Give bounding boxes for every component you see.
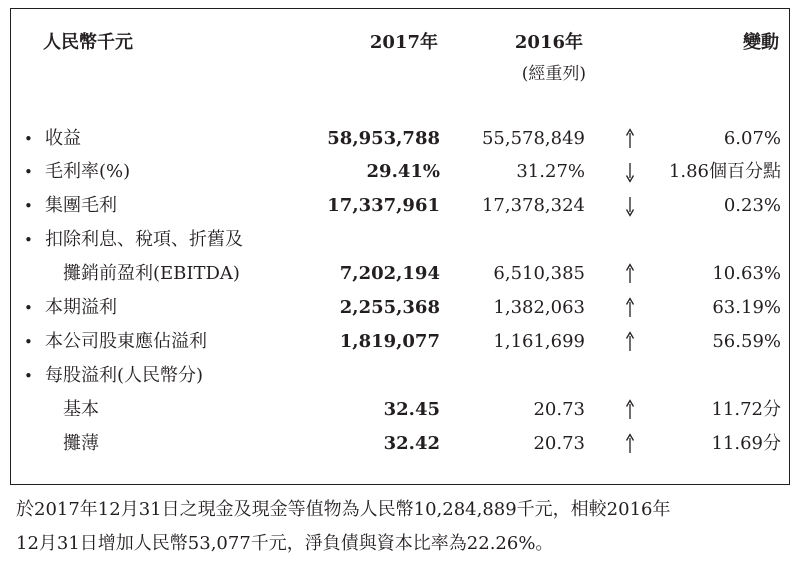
value-2017: 1,819,077 [339,331,440,352]
summary-table [10,8,790,485]
row-label: 攤薄 [63,433,99,454]
value-change: 63.19% [712,297,781,318]
arrow-down-icon [623,189,637,223]
table-row [11,359,791,393]
table-row [11,189,791,223]
value-change: 11.69分 [711,433,781,454]
footer-line-1: 於2017年12月31日之現金及現金等值物為人民幣10,284,889千元，相較2016年 [16,499,671,520]
row-label: 收益 [45,128,81,149]
value-2017: 29.41% [366,161,440,182]
value-2017: 32.45 [383,399,440,420]
arrow-up-icon [623,122,637,156]
row-label: 集團毛利 [45,195,117,216]
value-2016: 20.73 [533,399,585,420]
arrow-up-icon [623,427,637,461]
row-bullet: • [24,130,33,148]
row-bullet: • [24,163,33,181]
row-bullet: • [24,367,33,385]
table-row [11,223,791,257]
value-2016: 1,161,699 [493,331,585,352]
row-label: 基本 [63,399,99,420]
row-bullet: • [24,197,33,215]
arrow-down-icon [623,155,637,189]
value-change: 1.86個百分點 [668,161,781,182]
value-2016: 17,378,324 [481,195,585,216]
value-2017: 58,953,788 [327,128,440,149]
row-label: 毛利率(%) [45,161,131,182]
value-change: 56.59% [712,331,781,352]
table-row [11,393,791,427]
footer-note [16,493,788,561]
table-row [11,257,791,291]
table-row [11,122,791,156]
arrow-up-icon [623,393,637,427]
value-2016: 20.73 [533,433,585,454]
value-2016: 31.27% [516,161,585,182]
arrow-up-icon [623,257,637,291]
value-2017: 2,255,368 [339,297,440,318]
header-2016-note: (經重列) [521,64,586,84]
row-label: 攤銷前盈利(EBITDA) [63,263,240,284]
row-label: 每股溢利(人民幣分) [45,365,204,386]
value-2016: 1,382,063 [493,297,585,318]
table-row [11,291,791,325]
header-unit: 人民幣千元 [43,32,133,53]
footer-line-2: 12月31日增加人民幣53,077千元，淨負債與資本比率為22.26%。 [16,533,554,554]
value-change: 11.72分 [711,399,781,420]
table-row [11,155,791,189]
value-2016: 6,510,385 [493,263,585,284]
row-bullet: • [24,333,33,351]
row-bullet: • [24,299,33,317]
value-2016: 55,578,849 [481,128,585,149]
value-change: 6.07% [723,128,781,149]
arrow-up-icon [623,291,637,325]
row-label: 本公司股東應佔溢利 [45,331,207,352]
header-2017: 2017年 [369,32,438,53]
row-label: 本期溢利 [45,297,117,318]
value-2017: 32.42 [383,433,440,454]
value-2017: 17,337,961 [327,195,440,216]
header-2016: 2016年 [514,32,583,53]
table-row [11,427,791,461]
row-bullet: • [24,231,33,249]
value-2017: 7,202,194 [339,263,440,284]
value-change: 0.23% [723,195,781,216]
arrow-up-icon [623,325,637,359]
table-row [11,325,791,359]
header-change: 變動 [743,32,779,53]
value-change: 10.63% [712,263,781,284]
row-label: 扣除利息、稅項、折舊及 [45,229,243,250]
